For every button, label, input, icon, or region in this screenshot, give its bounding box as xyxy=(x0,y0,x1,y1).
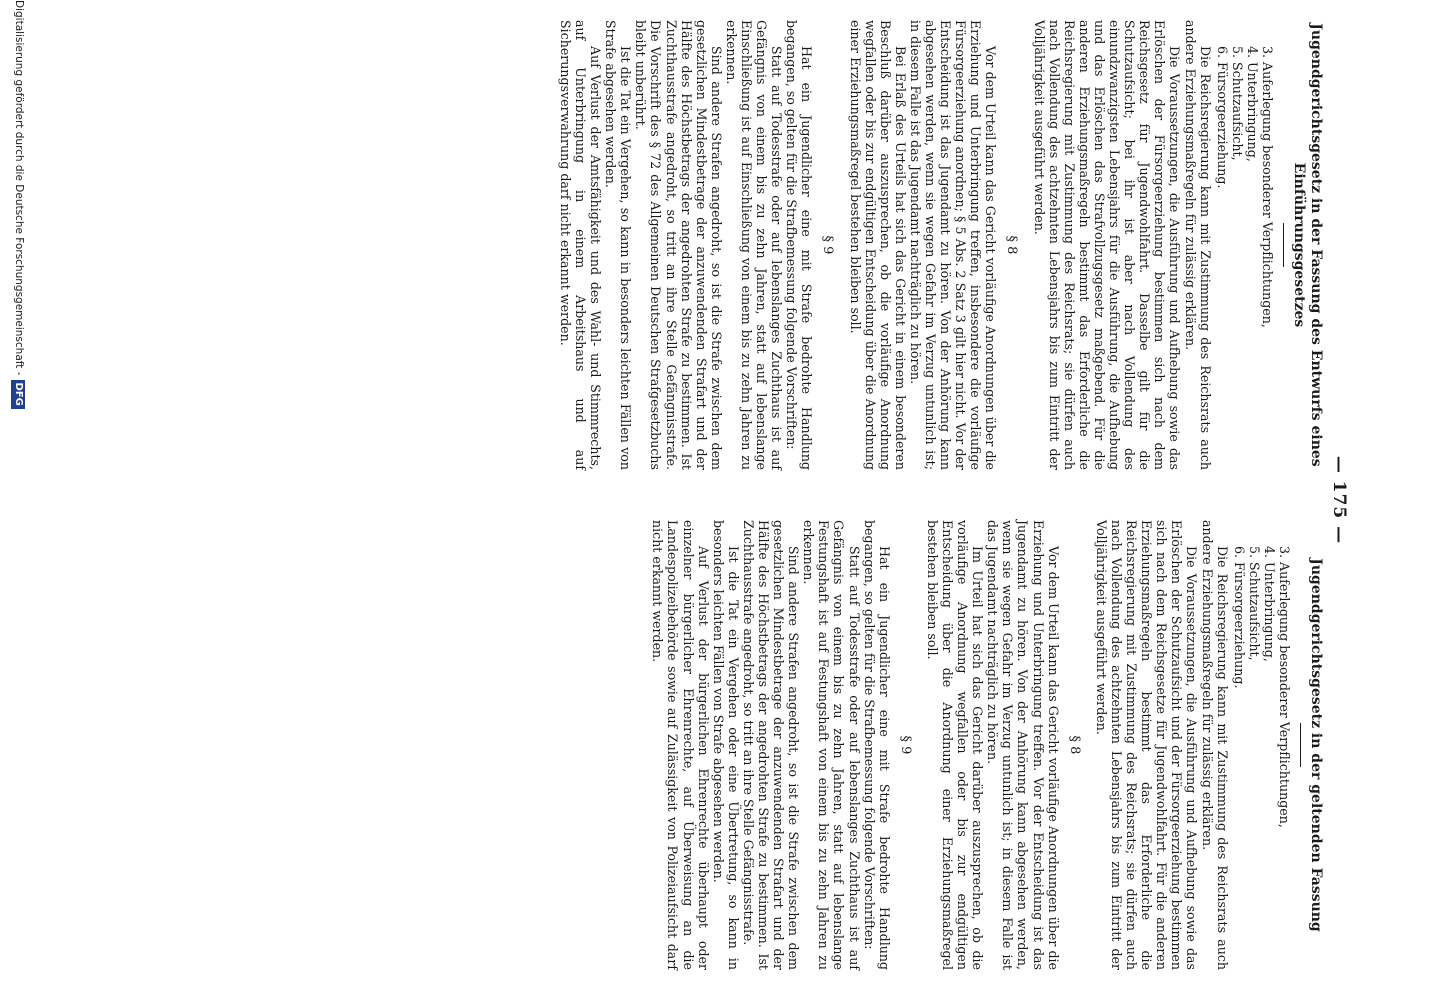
title-rule xyxy=(1283,223,1284,267)
paragraph: Auf Verlust der bürgerlichen Ehrenrechte überhaupt oder einzelner bürgerlicher Ehrenrechte, auf Überweisung an die Landespolizeibehörde sowie auf Zulässigkeit von Polizeiaufsicht darf nicht erkannt werden. xyxy=(650,520,711,970)
list-item: 4. Unterbringung, xyxy=(1244,46,1260,162)
paragraph: Statt auf Todesstrafe oder auf lebenslanges Zuchthaus ist auf Gefängnis von einem bis zu zehn Jahren, statt auf lebenslange Festungshaft ist auf Festungshaft von einem bis zu zehn Jahren zu erkennen. xyxy=(801,520,862,970)
section-heading: § 8 xyxy=(1066,735,1082,755)
page-number: — 175 — xyxy=(1329,455,1349,545)
list-item: 6. Fürsorgeerziehung. xyxy=(1214,46,1230,189)
paragraph: Vor dem Urteil kann das Gericht vorläufige Anordnungen über die Erziehung und Unterbringung treffen, insbesondere die vorläufige Fürsorgeerziehung anordnen; § 5 Abs. 2 Satz 3 gilt hier nicht. Vor der Entscheidung ist das Jugendamt zu hören. Von der Anhörung kann abgesehen werden, wenn sie wegen Gefahr im Verzug untunlich ist; in diesem Falle ist das Jugendamt nachträglich zu hören. xyxy=(907,20,999,470)
paragraph: Auf Verlust der Amtsfähigkeit und des Wahl- und Stimmrechts, auf Unterbringung in einem Arbeitshaus und auf Sicherungsverwahrung darf nicht erkannt werden. xyxy=(557,20,604,470)
column-current-version xyxy=(54,520,1324,970)
paragraph: Ist die Tat ein Vergehen oder eine Übertretung, so kann in besonders leichten Fällen von Strafe abgesehen werden. xyxy=(710,520,741,970)
list-item: 4. Unterbringung, xyxy=(1261,546,1277,662)
digitization-credit xyxy=(11,0,26,1000)
measures-list xyxy=(1215,20,1275,470)
paragraph: Hat ein Jugendlicher eine mit Strafe bedrohte Handlung begangen, so gelten für die Strafbemessung folgende Vorschriften: xyxy=(784,20,815,470)
paragraph: Im Urteil hat sich das Gericht darüber auszusprechen, ob die vorläufige Anordnung wegfallen oder bis zur endgültigen Entscheidung über die Anordnung einer Erziehungsmaßregel bestehen bleiben soll. xyxy=(924,520,986,970)
column-title: Jugendgerichtsgesetz in der Fassung des Entwurfs eines Einführungsgesetzes xyxy=(1291,23,1324,467)
column-draft-version xyxy=(54,20,1324,470)
paragraph: Ist die Tat ein Vergehen, so kann in besonders leichten Fällen von Strafe abgesehen werden. xyxy=(603,20,634,470)
list-item: 3. Auferlegung besonderer Verpflichtungen, xyxy=(1277,546,1292,828)
paragraph: Statt auf Todesstrafe oder auf lebenslanges Zuchthaus ist auf Gefängnis von einem bis zu zehn Jahren, statt auf lebenslange Einschließung ist auf Einschließung von einem bis zu zehn Jahren zu erkennen. xyxy=(723,20,785,470)
credit-text: Digitalisierung gefördert durch die Deutsche Forschungsgemeinschaft - xyxy=(13,0,25,376)
list-item: 5. Schutzaufsicht, xyxy=(1229,46,1245,161)
paragraph: Sind andere Strafen angedroht, so ist die Strafe zwischen dem gesetzlichen Mindestbetrage der anzuwendenden Strafart und der Hälfte des Höchstbetrags der angedrohten Strafe zu bestimmen. Ist Zuchthausstrafe angedroht, so tritt an ihre Stelle Gefängnisstrafe. xyxy=(740,520,802,970)
paragraph: Die Voraussetzungen, die Ausführung und Aufhebung sowie das Erlöschen der Fürsorgeerziehung bestimmen sich nach dem Reichsgesetz für Jugendwohlfahrt. Dasselbe gilt für die Schutzaufsicht; bei ihr ist aber nach Vollendung des einundzwanzigsten Lebensjahrs für die Ausführung, die Aufhebung und das Erlöschen das Strafvollzugsgesetz maßgebend. Für die anderen Erziehungsmaßregeln bestimmt das Erforderliche die Reichsregierung mit Zustimmung des Reichsrats; sie dürfen auch nach Vollendung des achtzehnten Lebensjahrs bis zum Eintritt der Volljährigkeit ausgeführt werden. xyxy=(1031,20,1183,470)
list-item: 6. Fürsorgeerziehung. xyxy=(1231,546,1247,689)
paragraph: Sind andere Strafen angedroht, so ist die Strafe zwischen dem gesetzlichen Mindestbetrage der anzuwendenden Strafart und der Hälfte des Höchstbetrags der angedrohten Strafe zu bestimmen. Ist Zuchthausstrafe angedroht, so tritt an ihre Stelle Gefängnisstrafe. Die Vorschrift des § 72 des Allgemeinen Deutschen Strafgesetzbuchs bleibt unberührt. xyxy=(633,20,724,470)
title-rule xyxy=(1300,723,1301,767)
paragraph: Die Reichsregierung kann mit Zustimmung des Reichsrats auch andere Erziehungsmaßregeln für zulässig erklären. xyxy=(1182,20,1213,470)
paragraph: Die Voraussetzungen, die Ausführung und Aufhebung sowie das Erlöschen der Schutzaufsicht und der Fürsorgeerziehung bestimmen sich nach dem Reichsgesetze für Jugendwohlfahrt. Für die anderen Erziehungsmaßregeln bestimmt das Erforderliche die Reichsregierung mit Zustimmung des Reichsrats; sie dürfen auch nach Vollendung des achtzehnten Lebensjahrs bis zum Eintritt der Volljährigkeit ausgeführt werden. xyxy=(1093,520,1200,970)
paragraph: Die Reichsregierung kann mit Zustimmung des Reichsrats auch andere Erziehungsmaßregeln für zulässig erklären. xyxy=(1199,520,1230,970)
paragraph: Vor dem Urteil kann das Gericht vorläufige Anordnungen über die Erziehung und Unterbringung treffen. Vor der Entscheidung ist das Jugendamt zu hören. Von der Anhörung kann abgesehen werden, wenn sie wegen Gefahr im Verzug untunlich ist; in diesem Falle ist das Jugendamt nachträglich zu hören. xyxy=(985,520,1061,970)
paragraph: Hat ein Jugendlicher eine mit Strafe bedrohte Handlung begangen, so gelten für die Strafbemessung folgende Vorschriften: xyxy=(861,520,892,970)
column-title: Jugendgerichtsgesetz in der geltenden Fassung xyxy=(1308,558,1324,932)
dfg-logo: DFG xyxy=(11,380,25,409)
list-item: 5. Schutzaufsicht, xyxy=(1246,546,1262,661)
list-item: 3. Auferlegung besonderer Verpflichtungen, xyxy=(1260,46,1275,328)
measures-list xyxy=(1232,520,1292,970)
section-heading: § 9 xyxy=(820,235,836,255)
section-heading: § 9 xyxy=(897,735,913,755)
paragraph: Bei Erlaß des Urteils hat sich das Gericht in einem besonderen Beschluß darüber auszusprechen, ob die vorläufige Anordnung wegfallen oder bis zur endgültigen Entscheidung über die Anordnung einer Erziehungsmaßregel bestehen bleiben soll. xyxy=(847,20,908,470)
section-heading: § 8 xyxy=(1004,235,1020,255)
